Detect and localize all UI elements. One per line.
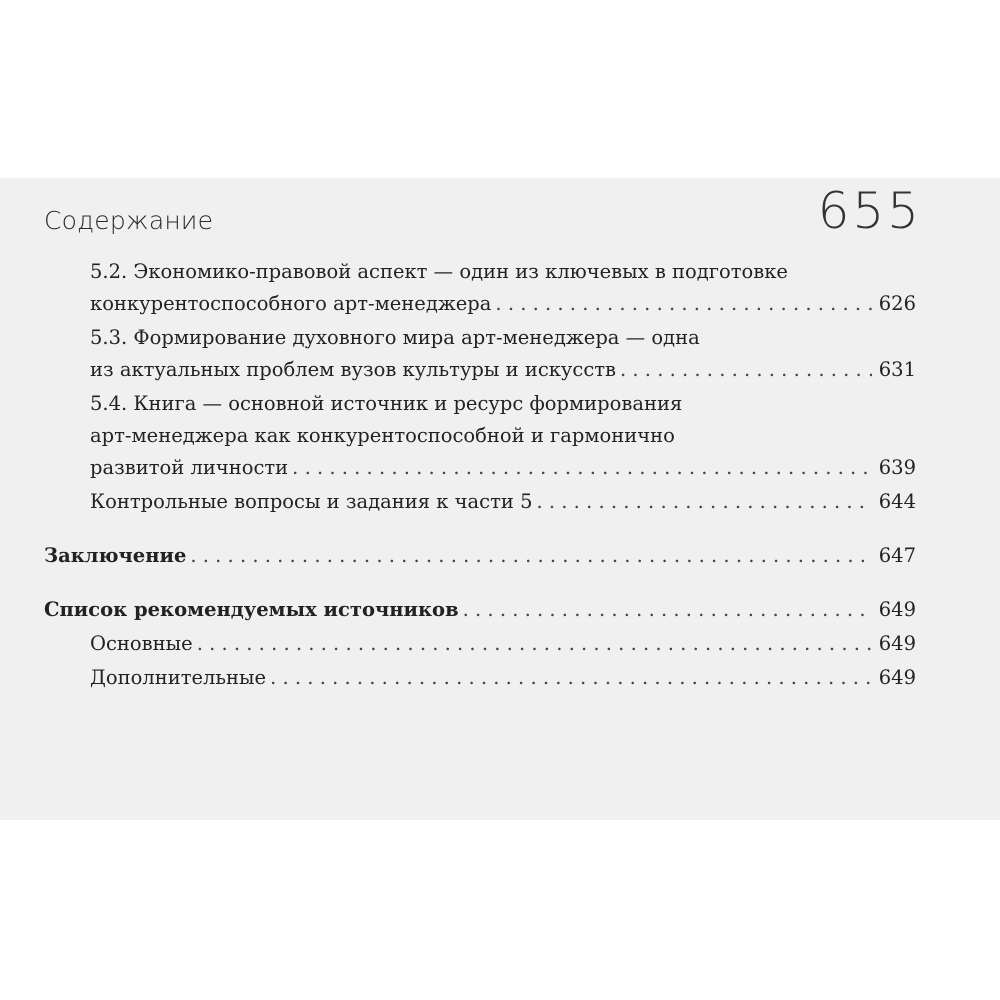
book-page	[0, 178, 1000, 820]
toc-entry[interactable]	[44, 596, 916, 624]
toc-page-number: 647	[878, 544, 916, 567]
running-head: Содержание	[44, 206, 214, 235]
toc-entry[interactable]	[90, 356, 916, 384]
toc-entry[interactable]	[90, 454, 916, 482]
dot-leader	[495, 290, 872, 318]
dot-leader	[270, 664, 872, 692]
toc-page-number: 649	[878, 632, 916, 655]
toc-entry-title: из актуальных проблем вузов культуры и искусств	[90, 358, 617, 381]
toc-entry-line: 5.3. Формирование духовного мира арт-менеджера — одна	[90, 326, 700, 349]
toc-entry-title: Контрольные вопросы и задания к части 5	[90, 490, 533, 513]
toc-entry[interactable]	[90, 488, 916, 516]
toc-entry[interactable]	[90, 290, 916, 318]
toc-page-number: 639	[878, 456, 916, 479]
toc-entry-line: 5.2. Экономико-правовой аспект — один из ключевых в подготовке	[90, 260, 788, 283]
toc-entry[interactable]	[90, 630, 916, 658]
dot-leader	[536, 488, 872, 516]
toc-page-number: 649	[878, 666, 916, 689]
dot-leader	[620, 356, 872, 384]
dot-leader	[292, 454, 872, 482]
toc-page-number: 631	[878, 358, 916, 381]
toc-entry-title: Дополнительные	[90, 666, 267, 689]
page-number: 655	[817, 182, 922, 240]
toc-entry-title: конкурентоспособного арт-менеджера	[90, 292, 492, 315]
toc-entry-title: развитой личности	[90, 456, 289, 479]
toc-entry[interactable]	[44, 542, 916, 570]
toc-page-number: 626	[878, 292, 916, 315]
toc-entry-line: арт-менеджера как конкурентоспособной и гармонично	[90, 424, 675, 447]
toc-entry-title: Основные	[90, 632, 193, 655]
dot-leader	[197, 630, 872, 658]
toc-entry-title: Список рекомендуемых источников	[44, 598, 459, 621]
toc-page-number: 644	[878, 490, 916, 513]
toc-entry[interactable]	[90, 664, 916, 692]
dot-leader	[463, 596, 872, 624]
toc-page-number: 649	[878, 598, 916, 621]
toc-entry-line: 5.4. Книга — основной источник и ресурс формирования	[90, 392, 683, 415]
toc-entry-title: Заключение	[44, 544, 187, 567]
dot-leader	[190, 542, 872, 570]
